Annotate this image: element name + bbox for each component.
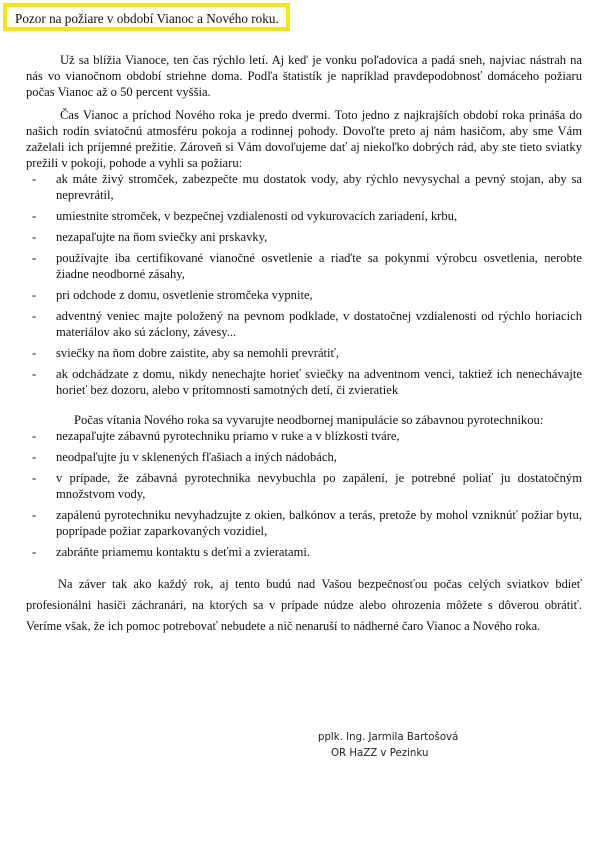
list-item: - adventný veniec majte položený na pevnom podklade, v dostatočnej vzdialenosti od rýchlo horiacich materiálov ako sú záclony, závesy... xyxy=(32,309,582,339)
list-item: - ak máte živý stromček, zabezpečte mu dostatok vody, aby rýchlo nevysychal a pevný stojan, aby sa neprevrátil, xyxy=(32,172,582,202)
list-item: - nezapaľujte zábavnú pyrotechniku priamo v ruke a v blízkosti tváre, xyxy=(32,429,400,443)
list-dash: - xyxy=(32,367,37,381)
christmas-tips-list xyxy=(26,171,582,398)
list-item: - zapálenú pyrotechniku nevyhadzujte z okien, balkónov a terás, pretože by mohol vzniknúť požiar bytu, poprípade požiar zaparkovaných vozidiel, xyxy=(32,508,582,538)
intro-paragraph: Už sa blížia Vianoce, ten čas rýchlo letí. Aj keď je vonku poľadovica a padá sneh, najviac nástrah na nás vo vianočnom období striehne doma. Podľa štatistík je napríklad pravdepodobnosť domáceho požiaru počas Vianoc až o 50 percent vyššia. xyxy=(26,53,582,99)
list-dash: - xyxy=(32,429,37,443)
list-item: - nezapaľujte na ňom sviečky ani prskavky, xyxy=(32,230,268,244)
signature-unit: OR HaZZ v Pezinku xyxy=(331,748,429,759)
list-item: - zabráňte priamemu kontaktu s deťmi a zvieratami. xyxy=(32,545,311,559)
list-dash: - xyxy=(32,450,37,464)
document-body xyxy=(26,52,582,637)
list-dash: - xyxy=(32,209,37,223)
page-title: Pozor na požiare v období Vianoc a Nového roku. xyxy=(15,11,279,26)
list-item: - umiestnite stromček, v bezpečnej vzdialenosti od vykurovacích zariadení, krbu, xyxy=(32,209,458,223)
list-dash: - xyxy=(32,230,37,244)
list-item: - pri odchode z domu, osvetlenie stromčeka vypnite, xyxy=(32,288,313,302)
list-dash: - xyxy=(32,309,37,323)
list-item: - ak odchádzate z domu, nikdy nenechajte horieť sviečky na adventnom venci, taktiež ich nenechávajte horieť bez dozoru, alebo v prítomnosti samotných detí, či zvieratiek xyxy=(32,367,582,397)
list-item: - používajte iba certifikované vianočné osvetlenie a riaďte sa pokynmi výrobcu osvetlenia, nerobte žiadne neodborné zásahy, xyxy=(32,251,582,281)
list-dash: - xyxy=(32,251,37,265)
list-dash: - xyxy=(32,288,37,302)
pyro-intro-paragraph: Počas vítania Nového roka sa vyvarujte neodbornej manipulácie so zábavnou pyrotechnikou: xyxy=(74,413,544,427)
list-dash: - xyxy=(32,545,37,559)
list-item: - sviečky na ňom dobre zaistite, aby sa nemohli prevrátiť, xyxy=(32,346,340,360)
closing-paragraph: Na záver tak ako každý rok, aj tento budú nad Vašou bezpečnosťou počas celých sviatkov bdieť profesionálni hasiči záchranári, na ktorých sa v prípade núdze alebo ohrozenia môžete s dôverou obrátiť. Veríme však, že ich pomoc potrebovať nebudete a nič nenaruší to nádherné čaro Vianoc a Nového roka. xyxy=(26,577,582,633)
pyro-tips-list xyxy=(26,428,582,560)
signature-name: pplk. Ing. Jarmila Bartošová xyxy=(318,732,459,743)
list-item: - v prípade, že zábavná pyrotechnika nevybuchla po zapálení, je potrebné poliať ju dostatočným množstvom vody, xyxy=(32,471,582,501)
list-dash: - xyxy=(32,471,37,485)
list-dash: - xyxy=(32,346,37,360)
second-paragraph: Čas Vianoc a príchod Nového roka je predo dvermi. Toto jedno z najkrajších období roka prináša do našich rodín sviatočnú atmosféru pokoja a rodinnej pohody. Dovoľte preto aj nám hasičom, aby sme Vám zaželali ich príjemné prežitie. Zároveň si Vám dovoľujeme dať aj niekoľko dobrých rád, aby ste tieto sviatky prežili v pokoji, pohode a vyhli sa požiaru: xyxy=(26,108,582,170)
signature-block xyxy=(318,730,458,762)
list-item: - neodpaľujte ju v sklenených fľašiach a iných nádobách, xyxy=(32,450,337,464)
title-box xyxy=(3,3,290,31)
list-dash: - xyxy=(32,508,37,522)
list-dash: - xyxy=(32,172,37,186)
